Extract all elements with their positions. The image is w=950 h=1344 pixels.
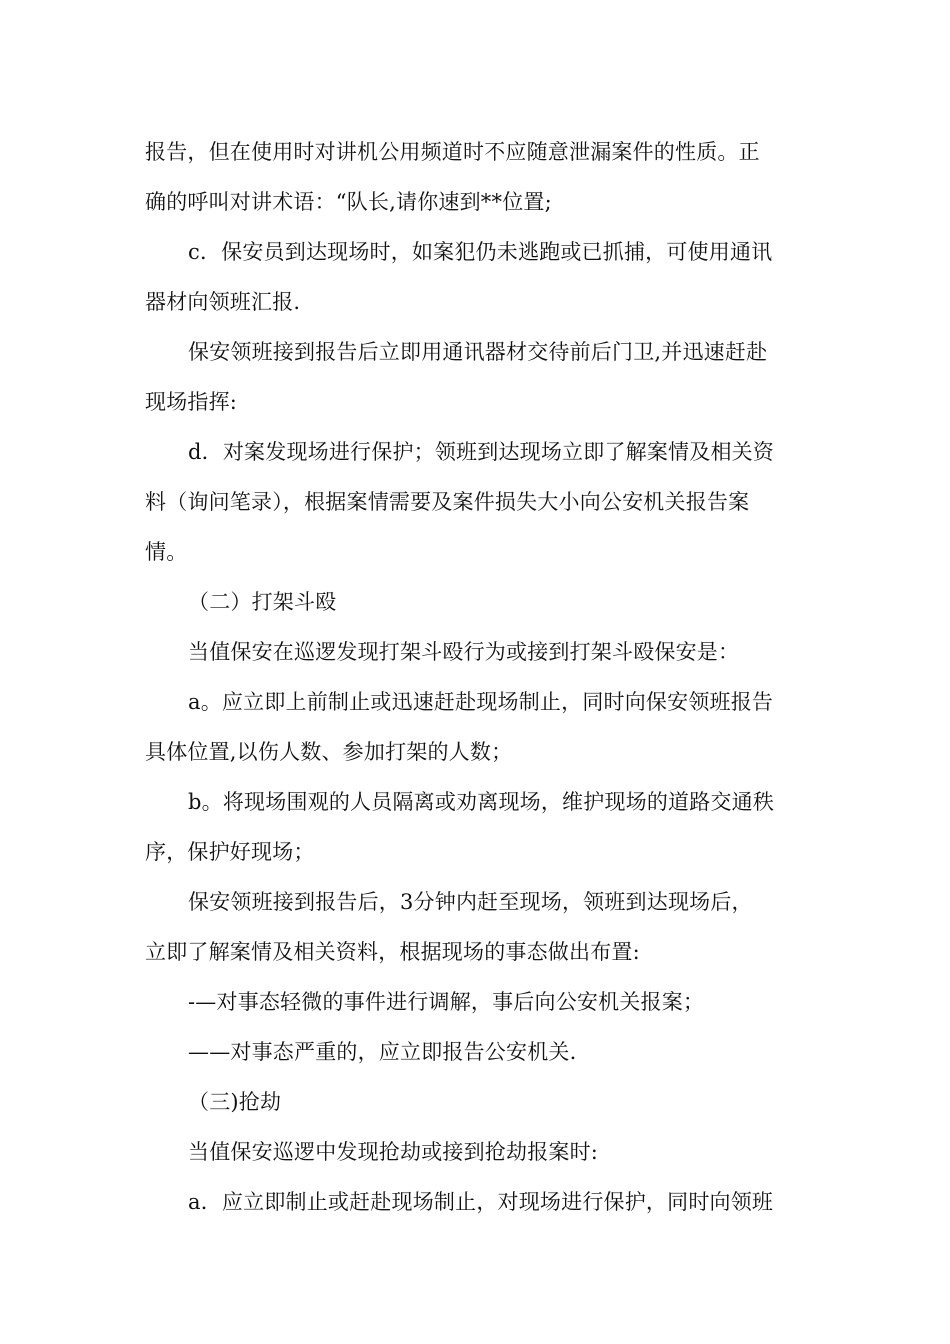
section-heading-2: （二）打架斗殴 bbox=[188, 590, 337, 614]
body-text-line: 料（询问笔录），根据案情需要及案件损失大小向公安机关报告案 bbox=[145, 490, 750, 514]
list-item-a: a．应立即制止或赶赴现场制止，对现场进行保护，同时向领班 bbox=[188, 1190, 774, 1214]
body-text-line: 报告，但在使用时对讲机公用频道时不应随意泄漏案件的性质。正 bbox=[145, 140, 760, 164]
body-text-line: 具体位置,以伤人数、参加打架的人数； bbox=[145, 740, 513, 764]
paragraph-start: 保安领班接到报告后，3分钟内赶至现场，领班到达现场后， bbox=[188, 890, 753, 914]
paragraph-start: 保安领班接到报告后立即用通讯器材交待前后门卫,并迅速赶赴 bbox=[188, 340, 768, 364]
dash-item: -—对事态轻微的事件进行调解，事后向公安机关报案； bbox=[188, 990, 705, 1014]
list-item-c: c．保安员到达现场时，如案犯仍未逃跑或已抓捕，可使用通讯 bbox=[188, 240, 773, 264]
body-text-line: 现场指挥: bbox=[145, 390, 238, 414]
section-heading-3: （三)抢劫 bbox=[188, 1090, 282, 1114]
body-text-line: 器材向领班汇报. bbox=[145, 290, 301, 314]
list-item-d: d．对案发现场进行保护；领班到达现场立即了解案情及相关资 bbox=[188, 440, 775, 464]
paragraph-start: 当值保安在巡逻发现打架斗殴行为或接到打架斗殴保安是： bbox=[188, 640, 740, 664]
dash-item: ——对事态严重的，应立即报告公安机关. bbox=[188, 1040, 577, 1064]
list-item-a: a。应立即上前制止或迅速赶赴现场制止，同时向保安领班报告 bbox=[188, 690, 774, 714]
body-text-line: 确的呼叫对讲术语：“队长,请你速到**位置; bbox=[145, 190, 552, 214]
body-text-line: 序，保护好现场； bbox=[145, 840, 315, 864]
list-item-b: b。将现场围观的人员隔离或劝离现场，维护现场的道路交通秩 bbox=[188, 790, 775, 814]
body-text-line: 立即了解案情及相关资料，根据现场的事态做出布置: bbox=[145, 940, 640, 964]
body-text-line: 情。 bbox=[145, 540, 188, 564]
paragraph-start: 当值保安巡逻中发现抢劫或接到抢劫报案时: bbox=[188, 1140, 599, 1164]
